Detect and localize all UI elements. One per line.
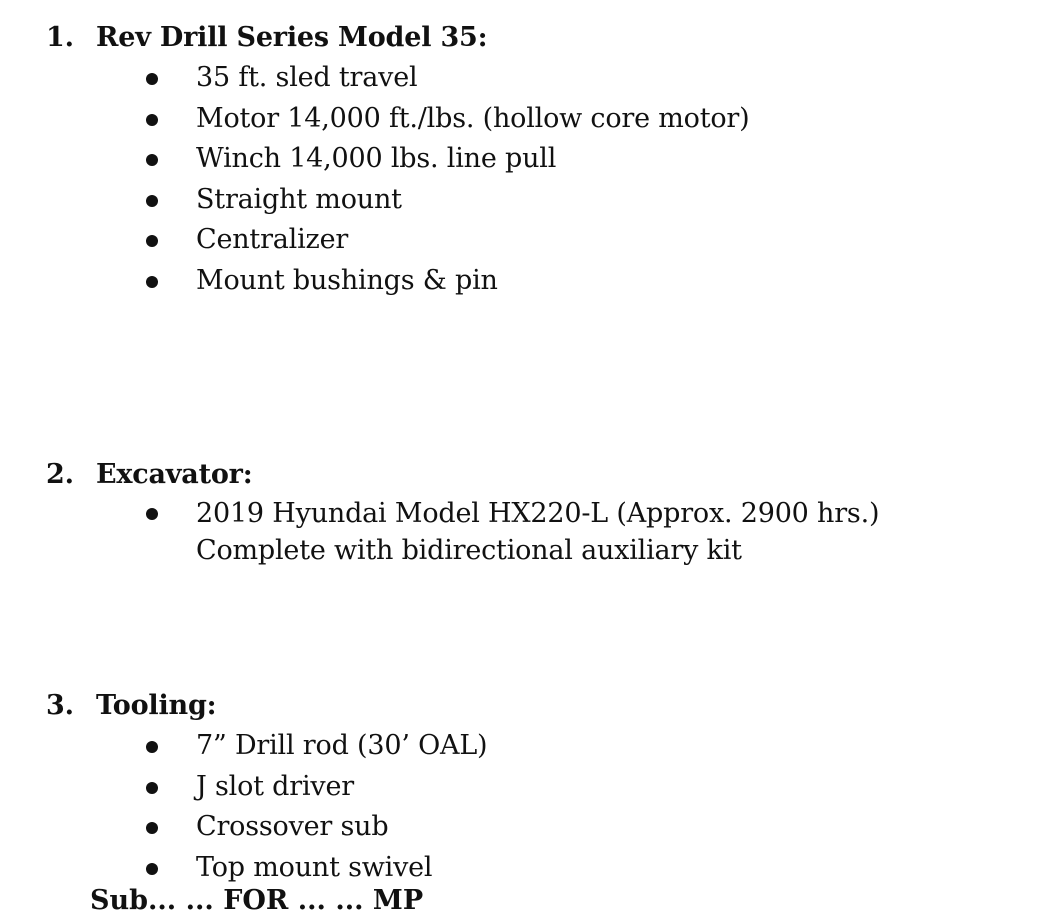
bullet-icon	[146, 195, 158, 207]
bullet-icon	[146, 508, 158, 520]
section-rev-drill	[46, 18, 1006, 301]
bullet-icon	[146, 276, 158, 288]
section-title: Tooling:	[96, 690, 217, 721]
list-item	[46, 261, 1006, 302]
list-item-text-continued: Complete with bidirectional auxiliary kit	[196, 535, 742, 566]
bullet-icon	[146, 822, 158, 834]
list-item-text: Crossover sub	[196, 811, 389, 842]
list-item-text: Straight mount	[196, 183, 402, 215]
list-item-text: Motor 14,000 ft./lbs. (hollow core motor)	[196, 102, 750, 134]
section-title: Excavator:	[96, 459, 253, 490]
list-item	[46, 58, 1006, 99]
bullet-icon	[146, 782, 158, 794]
list-item-text: 35 ft. sled travel	[196, 62, 418, 93]
list-item	[46, 220, 1006, 261]
bullet-icon	[146, 114, 158, 126]
bullet-icon	[146, 154, 158, 166]
list-item-text: Mount bushings & pin	[196, 264, 498, 296]
section-heading	[46, 686, 1006, 726]
section-number: 1.	[46, 22, 74, 53]
list-item-text: Top mount swivel	[196, 851, 433, 883]
list-item	[46, 99, 1006, 140]
list-item	[46, 495, 1006, 569]
bullet-icon	[146, 73, 158, 85]
list-item-text: Winch 14,000 lbs. line pull	[196, 143, 557, 174]
section-title: Rev Drill Series Model 35:	[96, 22, 488, 53]
section-heading	[46, 18, 1006, 58]
bullet-list	[46, 726, 1006, 888]
bullet-icon	[146, 235, 158, 247]
list-item	[46, 180, 1006, 221]
list-item-text: 7” Drill rod (30’ OAL)	[196, 730, 488, 761]
bullet-list	[46, 495, 1006, 569]
section-tooling	[46, 686, 1006, 888]
list-item	[46, 807, 1006, 848]
list-item-text: 2019 Hyundai Model HX220-L (Approx. 2900 hrs.)	[196, 498, 880, 529]
list-item	[46, 726, 1006, 767]
section-heading	[46, 455, 1006, 495]
list-item	[46, 139, 1006, 180]
section-number: 2.	[46, 459, 74, 490]
section-number: 3.	[46, 690, 74, 721]
bullet-icon	[146, 741, 158, 753]
list-item	[46, 767, 1006, 808]
list-item-text: J slot driver	[196, 770, 354, 802]
list-item	[46, 848, 1006, 889]
bullet-icon	[146, 863, 158, 875]
cutoff-heading-text: Sub... ... FOR ... ... MP	[90, 885, 424, 916]
section-excavator	[46, 455, 1006, 569]
list-item-text: Centralizer	[196, 224, 349, 255]
bullet-list	[46, 58, 1006, 301]
